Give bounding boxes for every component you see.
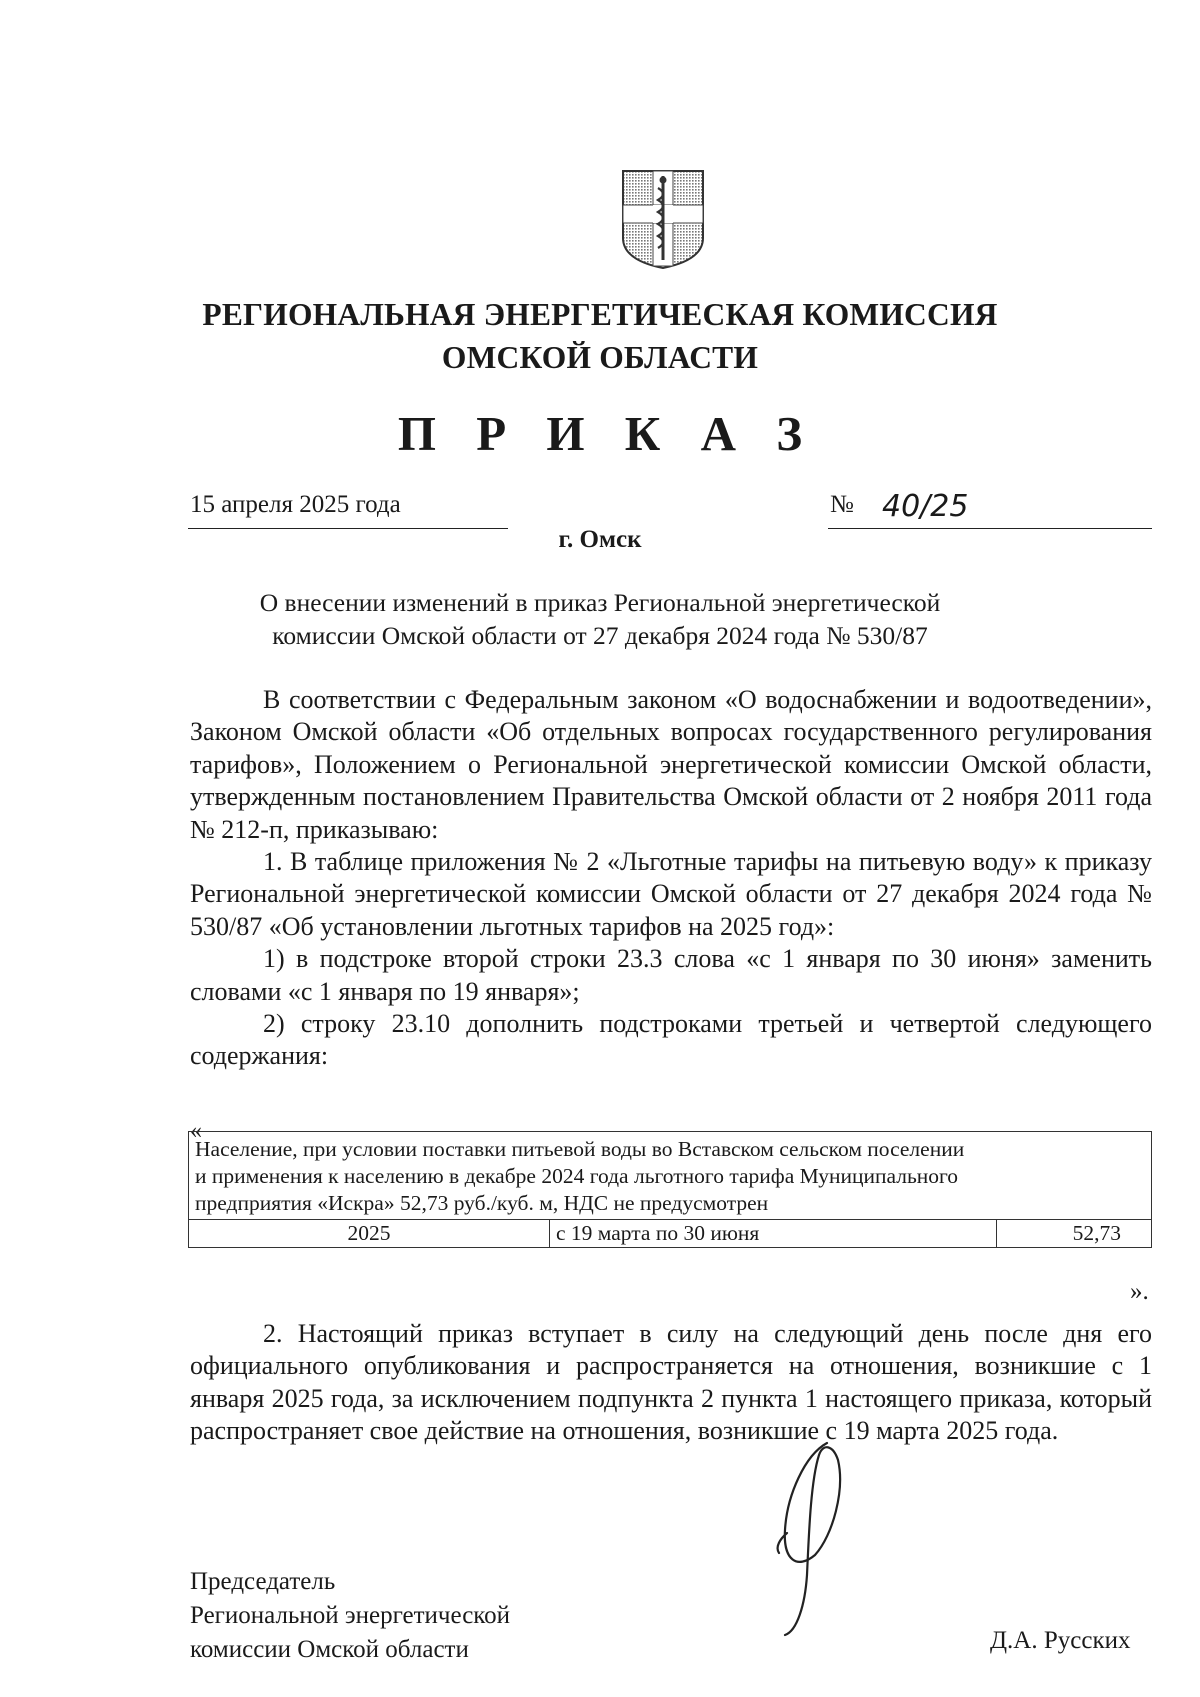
organization-name-line1: РЕГИОНАЛЬНАЯ ЭНЕРГЕТИЧЕСКАЯ КОМИССИЯ [202,297,998,332]
order-subject [200,586,1000,652]
subitem-2-paragraph: 2) строку 23.10 дополнить подстроками третьей и четвертой следующего содержания: [190,1009,1152,1071]
handwritten-signature [735,1435,875,1640]
signatory-title-line2: Региональной энергетической [190,1602,511,1629]
table-description-row [189,1132,1152,1220]
subject-line2: комиссии Омской области от 27 декабря 2024 года № 530/87 [272,621,928,650]
quote-open-mark: « [190,1118,202,1144]
city-name: г. Омск [558,526,642,553]
organization-name-line2: ОМСКОЙ ОБЛАСТИ [441,340,759,375]
description-line: и применения к населению в декабре 2024 года льготного тарифа Муниципального [195,1164,959,1188]
document-type-title: П Р И К А З [397,406,817,461]
document-number-text: 40/25 [882,489,969,524]
tariff-value-cell: 52,73 [997,1220,1152,1248]
period-cell: с 19 марта по 30 июня [550,1220,997,1248]
signatory-title-line3: комиссии Омской области [190,1636,469,1663]
number-label: № [830,491,854,518]
year-cell: 2025 [189,1220,550,1248]
preamble-paragraph: В соответствии с Федеральным законом «О водоснабжении и водоотведении», Законом Омской области «Об отдельных вопросах государственного регулирования тарифов», Положением о Региональной энергетической комиссии Омской области, утвержденным постановлением Правительства Омской области от 2 ноября 2011 года № 212-п, приказываю: [190,685,1152,844]
description-line: Население, при условии поставки питьевой воды во Вставском сельском поселении [195,1137,965,1161]
item-1-paragraph: 1. В таблице приложения № 2 «Льготные тарифы на питьевую воду» к приказу Региональной энергетической комиссии Омской области от 27 декабря 2024 года № 530/87 «Об установлении льготных тарифов на 2025 год»: [190,847,1152,941]
item-2-paragraph: 2. Настоящий приказ вступает в силу на следующий день после дня его официального опубликования и распространяется на отношения, возникшие с 1 января 2025 года, за исключением подпункта 2 пункта 1 настоящего приказа, который распространяет свое действие на отношения, возникшие с 19 марта 2025 года. [190,1319,1152,1446]
description-line: предприятия «Искра» 52,73 руб./куб. м, НДС не предусмотрен [195,1191,769,1215]
quote-close-mark: ». [1130,1278,1149,1305]
table-description-cell [189,1132,1152,1220]
document-date: 15 апреля 2025 года [190,491,401,518]
subject-line1: О внесении изменений в приказ Региональной энергетической [259,588,941,617]
order-body-part2 [190,1318,1152,1448]
tariff-table [188,1131,1152,1248]
table-row [189,1220,1152,1248]
signatory-title-line1: Председатель [190,1568,336,1595]
order-body-part1 [190,684,1152,1073]
subitem-1-paragraph: 1) в подстроке второй строки 23.3 слова «с 1 января по 30 июня» заменить словами «с 1 января по 19 января»; [190,944,1152,1006]
signatory-title [190,1565,510,1667]
signatory-name: Д.А. Русских [990,1627,1131,1654]
coat-of-arms-emblem [620,168,706,271]
handwritten-document-number [878,484,1008,528]
